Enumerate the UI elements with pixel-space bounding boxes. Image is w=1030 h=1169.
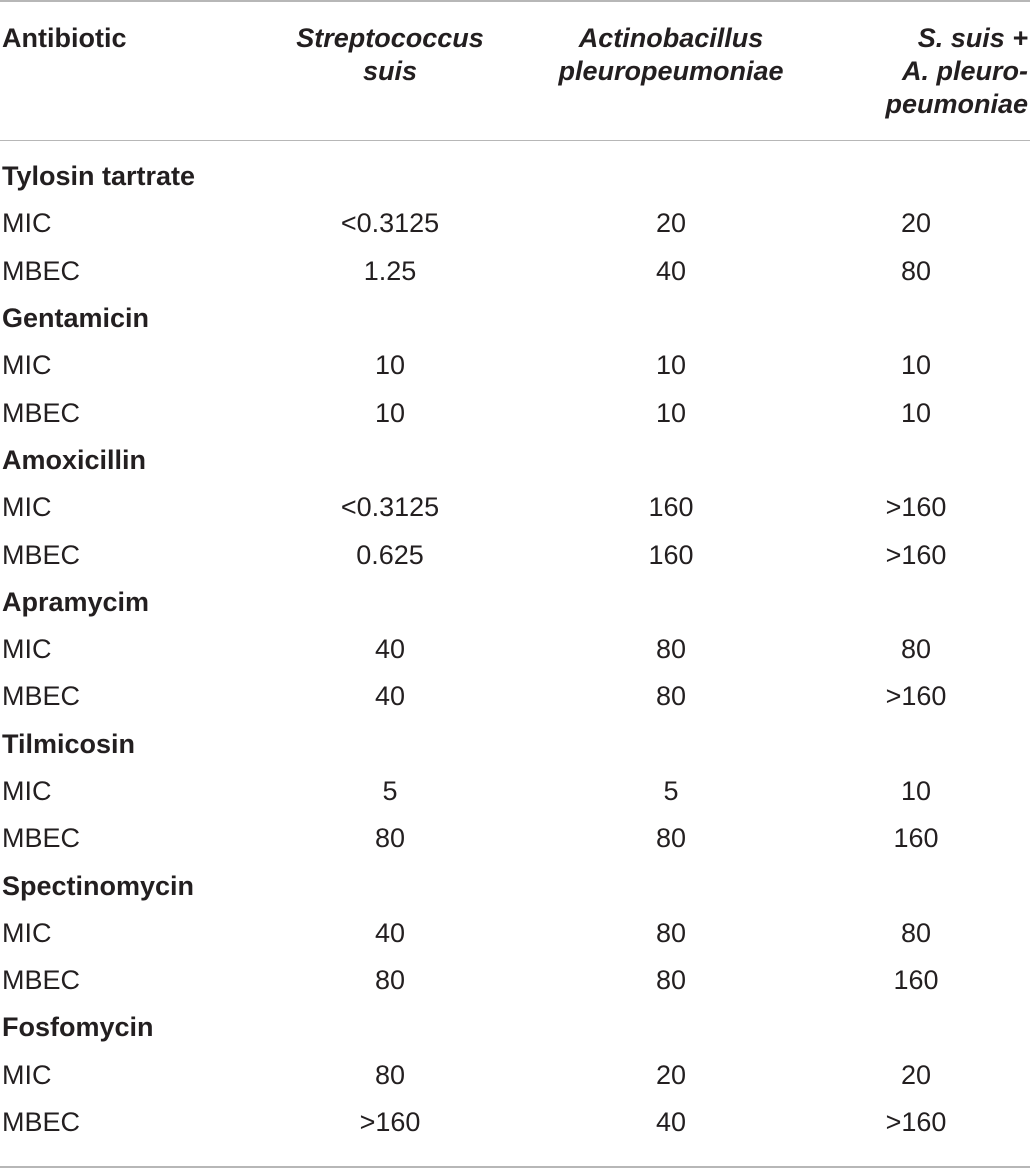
table-row	[0, 910, 1030, 957]
value-cell: 5	[663, 776, 679, 806]
table-row	[0, 673, 1030, 720]
metric-label: MBEC	[2, 397, 81, 428]
table-row	[0, 484, 1030, 531]
antibiotic-name: Amoxicillin	[2, 444, 147, 475]
value-cell: 80	[655, 917, 687, 948]
value-cell: 5	[382, 776, 398, 806]
antibiotic-group-row	[0, 1004, 1030, 1051]
value-cell: 20	[655, 1059, 687, 1090]
bottom-rule	[0, 1166, 1030, 1168]
header-line: Streptococcus	[296, 23, 484, 53]
metric-label: MBEC	[2, 681, 81, 712]
value-cell: 10	[655, 397, 687, 428]
value-cell: <0.3125	[340, 492, 440, 523]
value-cell: 160	[648, 492, 694, 523]
table-header	[0, 1, 1030, 141]
table-row	[0, 815, 1030, 862]
value-cell: 10	[655, 350, 687, 381]
value-cell: 80	[900, 634, 932, 665]
antibiotic-group-row	[0, 295, 1030, 342]
value-cell: 10	[900, 776, 932, 806]
metric-label: MBEC	[2, 1107, 81, 1138]
antibiotic-name: Tylosin tartrate	[2, 161, 196, 192]
value-cell: 40	[374, 917, 406, 948]
antibiotic-name: Fosfomycin	[2, 1012, 154, 1043]
table-row	[0, 1052, 1030, 1099]
value-cell: <0.3125	[340, 208, 440, 239]
value-cell: >160	[359, 1107, 421, 1138]
value-cell: >160	[885, 1107, 947, 1138]
value-cell: 160	[893, 823, 939, 854]
header-antibiotic-text: Antibiotic	[2, 23, 127, 53]
header-streptococcus-suis	[240, 2, 540, 141]
value-cell: >160	[885, 492, 947, 523]
value-cell: 10	[374, 350, 406, 381]
table-row	[0, 200, 1030, 247]
value-cell: 40	[374, 634, 406, 665]
header-actinobacillus	[540, 2, 802, 141]
table-row	[0, 626, 1030, 673]
antibiotic-name: Tilmicosin	[2, 728, 136, 759]
value-cell: 160	[648, 539, 694, 570]
value-cell: 160	[893, 965, 939, 996]
table-row	[0, 1099, 1030, 1146]
value-cell: 80	[900, 917, 932, 948]
value-cell: 1.25	[363, 255, 417, 286]
metric-label: MIC	[2, 917, 52, 948]
value-cell: 10	[374, 397, 406, 428]
value-cell: 80	[374, 823, 406, 854]
metric-label: MBEC	[2, 539, 81, 570]
value-cell: >160	[885, 539, 947, 570]
header-line: Actinobacillus	[578, 23, 764, 53]
value-cell: 20	[900, 208, 932, 239]
metric-label: MIC	[2, 1059, 52, 1090]
table-row	[0, 342, 1030, 389]
antibiotic-name: Apramycim	[2, 586, 150, 617]
value-cell: 10	[900, 397, 932, 428]
table-row	[0, 768, 1030, 815]
antibiotic-name: Gentamicin	[2, 303, 150, 334]
metric-label: MIC	[2, 208, 52, 239]
metric-label: MBEC	[2, 255, 81, 286]
value-cell: >160	[885, 681, 947, 712]
table-row	[0, 957, 1030, 1004]
metric-label: MIC	[2, 492, 52, 523]
header-line: suis	[362, 56, 418, 86]
value-cell: 80	[655, 634, 687, 665]
metric-label: MIC	[2, 350, 52, 381]
value-cell: 20	[655, 208, 687, 239]
header-line: peumoniae	[885, 89, 1028, 119]
value-cell: 10	[900, 350, 932, 381]
antibiotic-group-row	[0, 721, 1030, 768]
header-row	[0, 2, 1030, 141]
table-body	[0, 141, 1030, 1147]
value-cell: 80	[374, 1059, 406, 1090]
antibiotic-name: Spectinomycin	[2, 870, 195, 901]
value-cell: 80	[374, 965, 406, 996]
value-cell: 80	[655, 965, 687, 996]
header-line: A. pleuro-	[902, 56, 1028, 86]
metric-label: MBEC	[2, 965, 81, 996]
value-cell: 0.625	[356, 539, 424, 570]
antibiotic-group-row	[0, 437, 1030, 484]
table-row	[0, 248, 1030, 295]
metric-label: MIC	[2, 776, 52, 806]
table-row	[0, 531, 1030, 578]
header-line: pleuropeumoniae	[558, 56, 784, 86]
metric-label: MBEC	[2, 823, 81, 854]
metric-label: MIC	[2, 634, 52, 665]
header-combined	[802, 2, 1030, 141]
table-row	[0, 389, 1030, 436]
value-cell: 80	[655, 681, 687, 712]
value-cell: 80	[900, 255, 932, 286]
antibiotic-group-row	[0, 862, 1030, 909]
header-antibiotic	[0, 2, 240, 141]
value-cell: 20	[900, 1059, 932, 1090]
value-cell: 80	[655, 823, 687, 854]
value-cell: 40	[655, 255, 687, 286]
value-cell: 40	[655, 1107, 687, 1138]
value-cell: 40	[374, 681, 406, 712]
header-line: S. suis +	[917, 23, 1028, 53]
antibiotic-group-row	[0, 141, 1030, 201]
antibiotic-group-row	[0, 579, 1030, 626]
